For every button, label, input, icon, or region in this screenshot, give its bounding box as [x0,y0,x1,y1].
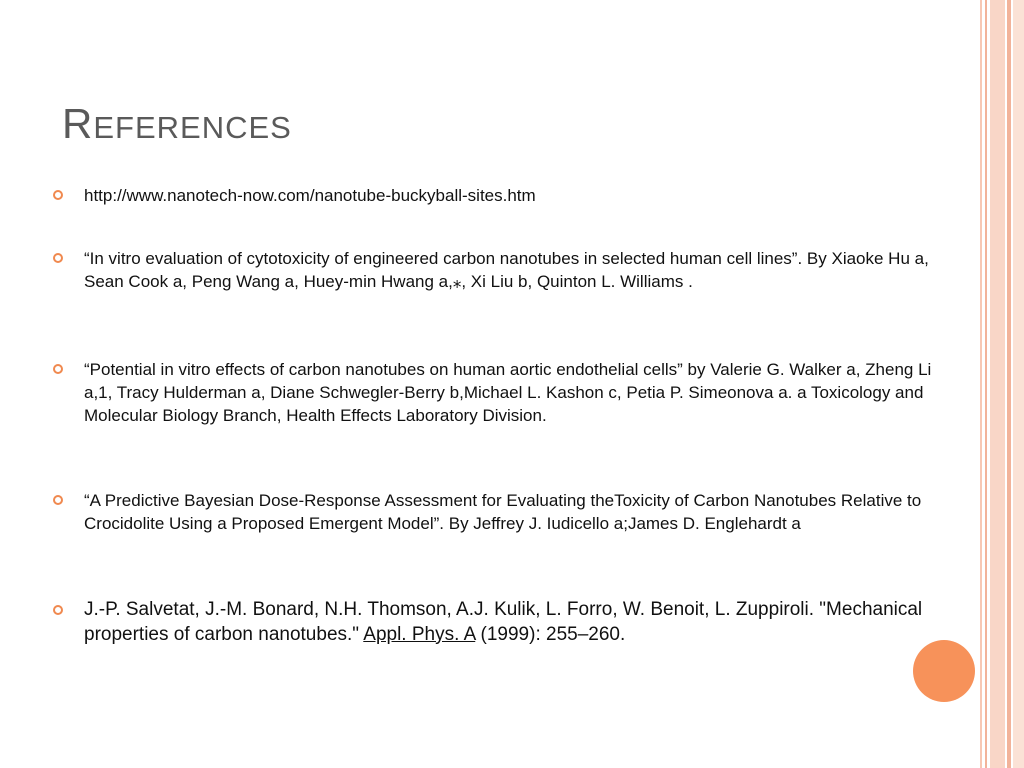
bullet-icon [53,605,63,615]
bullet-icon [53,190,63,200]
title-rest: EFERENCES [93,110,292,145]
reference-text: (1999): 255–260. [475,623,626,645]
bullet-icon [53,495,63,505]
reference-item [84,598,954,647]
reference-item: “A Predictive Bayesian Dose-Response Assessment for Evaluating theToxicity of Carbon Nanotubes Relative to Crocidolite Using a Proposed Emergent Model”. By Jeffrey J. Iudicello a;James D. Englehardt a [84,491,922,533]
reference-item[interactable]: http://www.nanotech-now.com/nanotube-buckyball-sites.htm [84,186,536,205]
bullet-icon [53,364,63,374]
title-initial: R [62,100,94,147]
bullet-icon [53,253,63,263]
reference-text: J.-P. Salvetat, J.-M. Bonard, N.H. Thomson, A.J. Kulik, L. Forro, W. Benoit, L. Zuppiroli. "Mechanical properties of carbon nanotubes." [84,599,923,645]
reference-item: “Potential in vitro effects of carbon nanotubes on human aortic endothelial cells” by Valerie G. Walker a, Zheng Li a,1, Tracy Hulderman a, Diane Schwegler-Berry b,Michael L. Kashon c, Petia P. Simeonova a. a Toxicology and Molecular Biology Branch, Health Effects Laboratory Division. [84,360,932,425]
decorative-circle [913,640,975,702]
reference-item: “In vitro evaluation of cytotoxicity of engineered carbon nanotubes in selected human cell lines”. By Xiaoke Hu a, Sean Cook a, Peng Wang a, Huey-min Hwang a,⁎, Xi Liu b, Quinton L. Williams . [84,249,929,291]
journal-link[interactable]: Appl. Phys. A [363,623,476,645]
